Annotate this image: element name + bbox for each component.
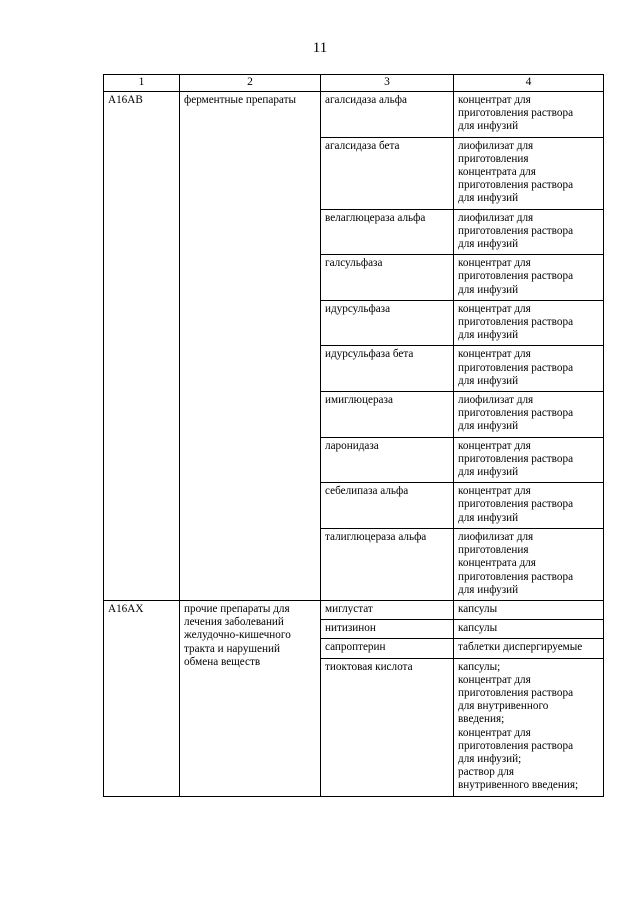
header-row [104, 75, 604, 92]
group-a16ax [104, 600, 604, 796]
text-line: приготовления раствора [458, 686, 574, 699]
text-line: приготовления раствора [458, 316, 574, 329]
text-line: для внутривенного [458, 700, 549, 713]
dosage-form [454, 346, 604, 392]
group-name [180, 92, 321, 601]
text-line: внутривенного введения; [458, 779, 579, 792]
substance-name: себелипаза альфа [321, 483, 454, 529]
table-row [104, 92, 604, 138]
text-line: приготовления раствора [458, 452, 574, 465]
header-col-2: 2 [180, 75, 321, 92]
text-line: концентрат для [458, 726, 531, 739]
text-line: тракта и нарушений [184, 642, 280, 655]
text-line: приготовления раствора [458, 498, 574, 511]
text-line: приготовления раствора [458, 107, 574, 120]
text-line: концентрат для [458, 673, 531, 686]
text-line: для инфузий [458, 283, 519, 296]
text-line: концентрата для [458, 166, 536, 179]
substance-name: велаглюцераза альфа [321, 209, 454, 255]
text-line: для инфузий [458, 329, 519, 342]
header-col-3: 3 [321, 75, 454, 92]
substance-name: тиоктовая кислота [321, 658, 454, 796]
atc-code: А16АВ [104, 92, 180, 601]
text-line: концентрат для [458, 348, 531, 361]
group-a16ab [104, 92, 604, 601]
text-line: приготовления [458, 544, 529, 557]
page-number: 11 [312, 40, 328, 56]
dosage-form [454, 209, 604, 255]
text-line: лиофилизат для [458, 394, 534, 407]
text-line: лиофилизат для [458, 211, 534, 224]
dosage-form [454, 639, 604, 658]
text-line: капсулы [458, 622, 498, 635]
substance-name: нитизинон [321, 620, 454, 639]
text-line: концентрат для [458, 485, 531, 498]
dosage-form [454, 483, 604, 529]
text-line: приготовления раствора [458, 179, 574, 192]
text-line: для инфузий [458, 374, 519, 387]
drug-table [103, 74, 604, 797]
text-line: для инфузий [458, 120, 519, 133]
substance-name: имиглюцераза [321, 392, 454, 438]
substance-name: идурсульфаза бета [321, 346, 454, 392]
dosage-form [454, 620, 604, 639]
header-col-4: 4 [454, 75, 604, 92]
dosage-form [454, 392, 604, 438]
text-line: лечения заболеваний [184, 616, 284, 629]
dosage-form [454, 300, 604, 346]
text-line: прочие препараты для [184, 602, 290, 615]
text-line: для инфузий [458, 238, 519, 251]
substance-name: галсульфаза [321, 255, 454, 301]
text-line: для инфузий [458, 511, 519, 524]
text-line: ферментные препараты [184, 94, 297, 106]
text-line: приготовления раствора [458, 407, 574, 420]
text-line: лиофилизат для [458, 530, 534, 543]
text-line: концентрат для [458, 302, 531, 315]
dosage-form [454, 255, 604, 301]
dosage-form [454, 437, 604, 483]
substance-name: талиглюцераза альфа [321, 528, 454, 600]
substance-name: идурсульфаза [321, 300, 454, 346]
table-row [104, 600, 604, 619]
substance-name: ларонидаза [321, 437, 454, 483]
text-line: введения; [458, 713, 505, 726]
substance-name: миглустат [321, 600, 454, 619]
text-line: для инфузий; [458, 752, 522, 765]
text-line: желудочно-кишечного [184, 629, 291, 642]
dosage-form [454, 600, 604, 619]
text-line: приготовления раствора [458, 739, 574, 752]
group-name [180, 600, 321, 796]
text-line: обмена веществ [184, 655, 261, 668]
dosage-form [454, 658, 604, 796]
substance-name: агалсидаза бета [321, 137, 454, 209]
text-line: концентрата для [458, 557, 536, 570]
dosage-form [454, 528, 604, 600]
text-line: таблетки диспергируемые [458, 641, 583, 654]
text-line: концентрат для [458, 94, 531, 106]
dosage-form [454, 92, 604, 138]
header-col-1: 1 [104, 75, 180, 92]
text-line: капсулы [458, 602, 498, 615]
text-line: приготовления раствора [458, 570, 574, 583]
table-header [104, 75, 604, 92]
text-line: приготовления раствора [458, 224, 574, 237]
dosage-form [454, 137, 604, 209]
substance-name: агалсидаза альфа [321, 92, 454, 138]
text-line: для инфузий [458, 192, 519, 205]
text-line: для инфузий [458, 583, 519, 596]
text-line: для инфузий [458, 466, 519, 479]
text-line: раствор для [458, 766, 515, 779]
text-line: концентрат для [458, 439, 531, 452]
text-line: для инфузий [458, 420, 519, 433]
text-line: приготовления [458, 152, 529, 165]
text-line: концентрат для [458, 257, 531, 270]
text-line: капсулы; [458, 660, 501, 673]
text-line: лиофилизат для [458, 139, 534, 152]
atc-code: А16АХ [104, 600, 180, 796]
substance-name: сапроптерин [321, 639, 454, 658]
text-line: приготовления раствора [458, 270, 574, 283]
text-line: приготовления раствора [458, 361, 574, 374]
